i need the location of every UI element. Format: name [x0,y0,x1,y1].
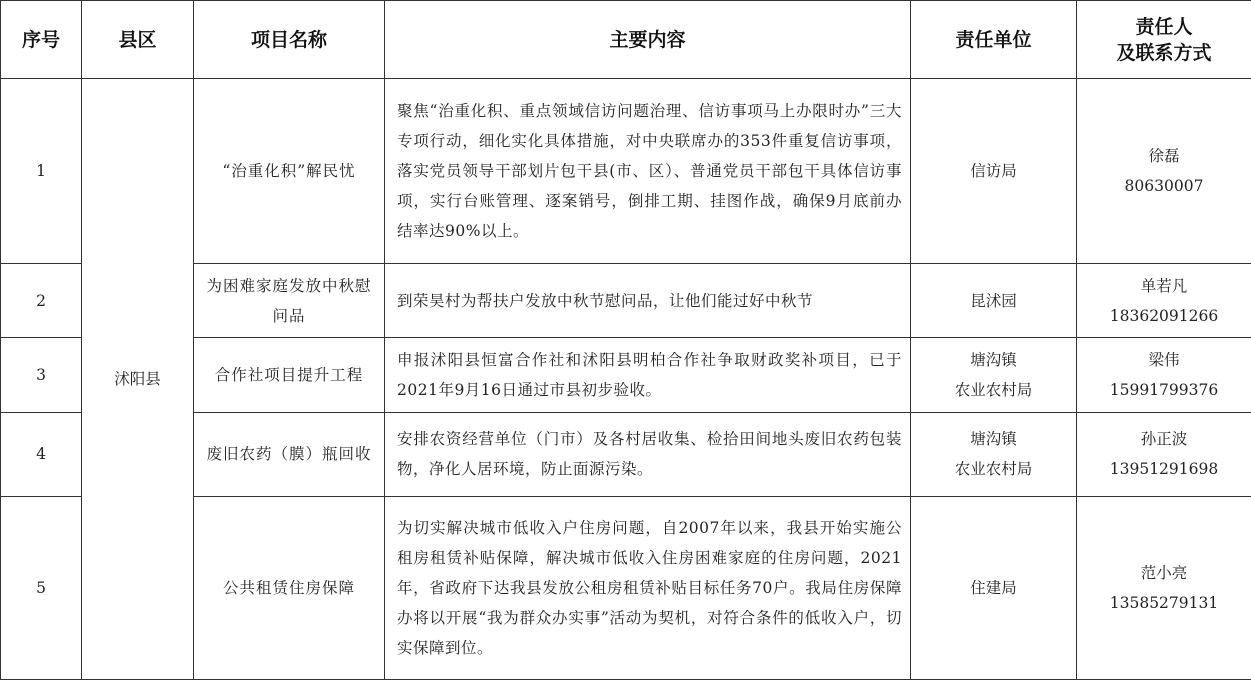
header-contact-line2: 及联系方式 [1116,41,1212,64]
cell-index: 3 [1,338,82,412]
cell-contact [1077,79,1251,264]
cell-unit-line1: 住建局 [970,578,1017,597]
cell-content: 安排农资经营单位（门市）及各村居收集、检拾田间地头废旧农药包装物，净化人居环境，防止面源污染。 [385,412,911,496]
cell-project: 废旧农药（膜）瓶回收 [194,412,385,496]
header-index: 序号 [1,1,82,79]
cell-unit [911,79,1077,264]
header-row [1,1,1251,79]
cell-unit [911,264,1077,338]
cell-person: 范小亮 [1140,563,1188,582]
cell-project: “治重化积”解民忧 [194,79,385,264]
cell-person: 孙正波 [1140,430,1188,449]
cell-project: 为困难家庭发放中秋慰问品 [194,264,385,338]
cell-unit [911,338,1077,412]
cell-unit [911,412,1077,496]
header-contact [1077,1,1251,79]
cell-phone: 15991799376 [1109,381,1219,400]
header-unit: 责任单位 [911,1,1077,79]
cell-index: 4 [1,412,82,496]
cell-unit-line1: 塘沟镇 [970,430,1017,449]
cell-index: 2 [1,264,82,338]
cell-unit-line1: 塘沟镇 [970,351,1017,370]
cell-phone: 80630007 [1124,177,1204,196]
cell-contact [1077,264,1251,338]
cell-content: 为切实解决城市低收入户住房问题，自2007年以来，我县开始实施公租房租赁补贴保障，解决城市低收入住房困难家庭的住房问题，2021年，省政府下达我县发放公租房租赁补贴目标任务70户。我局住房保障办将以开展“我为群众办实事”活动为契机，对符合条件的低收入户，切实保障到位。 [385,496,911,679]
cell-person: 徐磊 [1148,147,1180,166]
cell-contact [1077,412,1251,496]
cell-county: 沭阳县 [82,79,194,680]
cell-project: 合作社项目提升工程 [194,338,385,412]
header-content: 主要内容 [385,1,911,79]
cell-unit-line1: 昆沭园 [970,291,1017,310]
cell-content: 申报沭阳县恒富合作社和沭阳县明柏合作社争取财政奖补项目，已于2021年9月16日通过市县初步验收。 [385,338,911,412]
cell-unit-line2: 农业农村局 [954,460,1033,479]
cell-unit-line1: 信访局 [970,162,1017,181]
cell-phone: 13585279131 [1109,593,1219,612]
cell-unit-line2: 农业农村局 [954,381,1033,400]
cell-person: 单若凡 [1140,276,1188,295]
cell-content: 到荣昊村为帮扶户发放中秋节慰问品，让他们能过好中秋节 [385,264,911,338]
cell-unit [911,496,1077,679]
cell-phone: 13951291698 [1109,460,1219,479]
header-contact-line1: 责任人 [1135,15,1193,38]
header-project: 项目名称 [194,1,385,79]
header-county: 县区 [82,1,194,79]
cell-person: 梁伟 [1148,351,1180,370]
cell-phone: 18362091266 [1109,306,1219,325]
table-row [1,79,1251,264]
cell-index: 5 [1,496,82,679]
cell-content: 聚焦“治重化积、重点领域信访问题治理、信访事项马上办限时办”三大专项行动，细化实化具体措施，对中央联席办的353件重复信访事项，落实党员领导干部划片包干县(市、区）、普通党员干部包干具体信访事项，实行台账管理、逐案销号，倒排工期、挂图作战，确保9月底前办结率达90%以上。 [385,79,911,264]
cell-contact [1077,338,1251,412]
cell-index: 1 [1,79,82,264]
cell-contact [1077,496,1251,679]
cell-project: 公共租赁住房保障 [194,496,385,679]
